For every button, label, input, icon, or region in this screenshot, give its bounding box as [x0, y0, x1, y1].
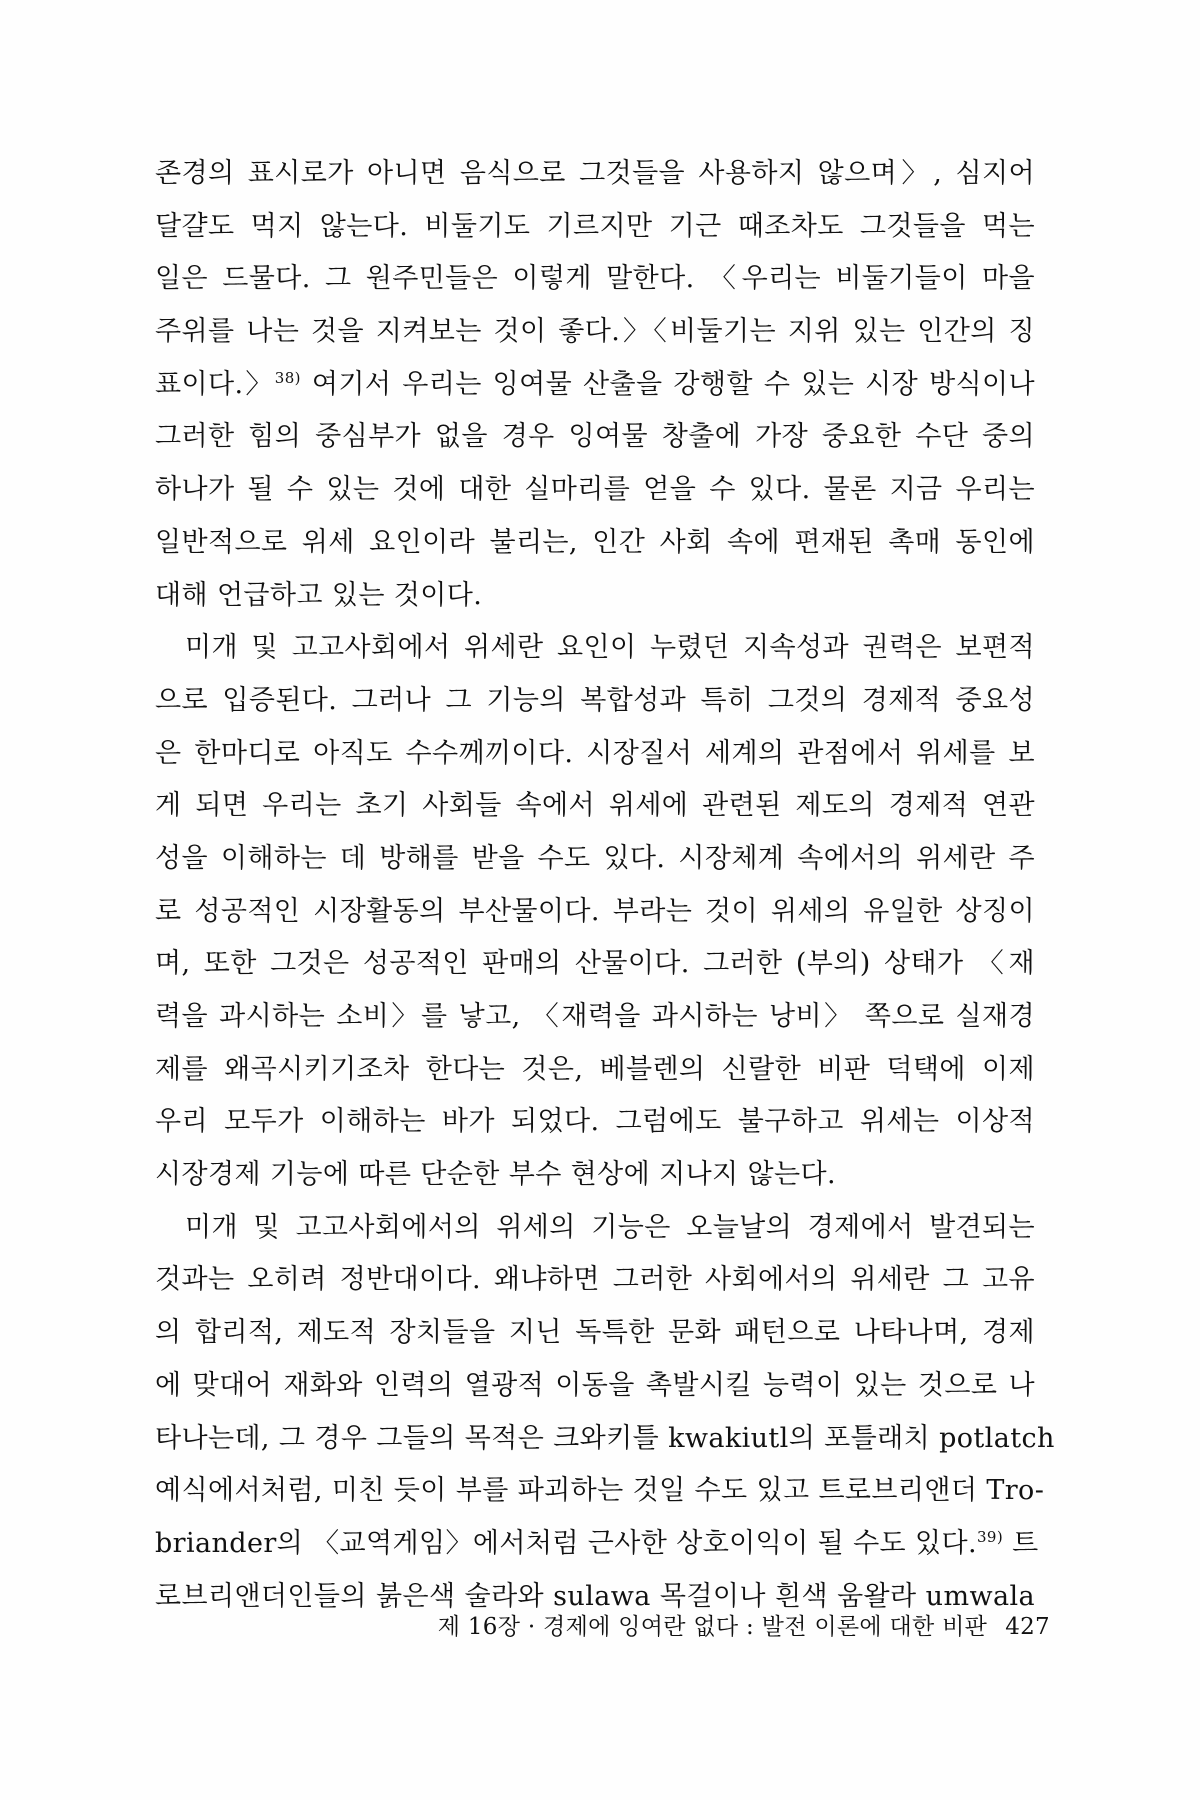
text-line: 그러한 힘의 중심부가 없을 경우 잉여물 창출에 가장 중요한 수단 중의: [155, 421, 1035, 453]
text-line: [155, 1518, 1039, 1571]
text-line: 에 맞대어 재화와 인력의 열광적 이동을 촉발시킬 능력이 있는 것으로 나: [155, 1369, 1035, 1401]
text-line: 주위를 나는 것을 지켜보는 것이 좋다.〉〈비둘기는 지위 있는 인간의 징: [155, 316, 1035, 348]
text-line: 의 합리적, 제도적 장치들을 지닌 독특한 문화 패턴으로 나타나며, 경제: [155, 1317, 1035, 1349]
text-line: 대해 언급하고 있는 것이다.: [155, 579, 483, 611]
text-line: 며, 또한 그것은 성공적인 판매의 산물이다. 그러한 (부의) 상태가 〈재: [155, 948, 1035, 980]
text-line: 으로 입증된다. 그러나 그 기능의 복합성과 특히 그것의 경제적 중요성: [155, 684, 1035, 716]
text-segment: 여기서 우리는 잉여물 산출을 강행할 수 있는 시장 방식이나: [311, 368, 1035, 400]
footnote-ref-39: 39): [976, 1527, 1004, 1546]
text-line: 로 성공적인 시장활동의 부산물이다. 부라는 것이 위세의 유일한 상징이: [155, 895, 1035, 927]
text-line: 로브리앤더인들의 붉은색 술라와 sulawa 목걸이나 흰색 움왈라 umwala: [155, 1580, 1035, 1612]
text-segment: 트: [1012, 1527, 1039, 1559]
text-line: 력을 과시하는 소비〉를 낳고, 〈재력을 과시하는 낭비〉 쪽으로 실재경: [155, 1001, 1035, 1032]
chapter-title: 제 16장 · 경제에 잉여란 없다 : 발전 이론에 대한 비판: [437, 1614, 988, 1640]
text-line: 타나는데, 그 경우 그들의 목적은 크와키틀 kwakiutl의 포틀래치 potlatch: [155, 1422, 1055, 1454]
body-text: [155, 148, 1055, 1623]
text-line: 미개 및 고고사회에서 위세란 요인이 누렸던 지속성과 권력은 보편적: [185, 632, 1035, 664]
footnote-ref-38: 38): [274, 368, 301, 387]
text-line: 은 한마디로 아직도 수수께끼이다. 시장질서 세계의 관점에서 위세를 보: [155, 737, 1035, 769]
text-segment: 표이다.〉: [155, 368, 275, 400]
text-line: 성을 이해하는 데 방해를 받을 수도 있다. 시장체계 속에서의 위세란 주: [155, 842, 1035, 874]
text-segment: briander의 〈교역게임〉에서처럼 근사한 상호이익이 될 수도 있다.: [155, 1527, 977, 1559]
page-footer: [438, 1608, 1050, 1641]
text-line: 제를 왜곡시키기조차 한다는 것은, 베블렌의 신랄한 비판 덕택에 이제: [155, 1053, 1035, 1085]
text-line: 달걀도 먹지 않는다. 비둘기도 기르지만 기근 때조차도 그것들을 먹는: [155, 210, 1035, 242]
text-line: 우리 모두가 이해하는 바가 되었다. 그럼에도 불구하고 위세는 이상적: [155, 1106, 1035, 1138]
text-line: 시장경제 기능에 따른 단순한 부수 현상에 지나지 않는다.: [155, 1159, 836, 1191]
text-line: 일은 드물다. 그 원주민들은 이렇게 말한다. 〈우리는 비둘기들이 마을: [155, 263, 1035, 295]
text-line: 것과는 오히려 정반대이다. 왜냐하면 그러한 사회에서의 위세란 그 고유: [155, 1264, 1035, 1296]
text-line: [155, 359, 1035, 412]
text-line: 예식에서처럼, 미친 듯이 부를 파괴하는 것일 수도 있고 트로브리앤더 Tro-: [155, 1475, 1045, 1507]
text-line: 하나가 될 수 있는 것에 대한 실마리를 얻을 수 있다. 물론 지금 우리는: [155, 474, 1035, 506]
page-number: 427: [1005, 1614, 1050, 1640]
text-line: 존경의 표시로가 아니면 음식으로 그것들을 사용하지 않으며〉, 심지어: [155, 158, 1035, 189]
text-line: 미개 및 고고사회에서의 위세의 기능은 오늘날의 경제에서 발견되는: [185, 1211, 1035, 1243]
text-line: 일반적으로 위세 요인이라 불리는, 인간 사회 속에 편재된 촉매 동인에: [155, 526, 1035, 558]
text-line: 게 되면 우리는 초기 사회들 속에서 위세에 관련된 제도의 경제적 연관: [155, 790, 1035, 822]
